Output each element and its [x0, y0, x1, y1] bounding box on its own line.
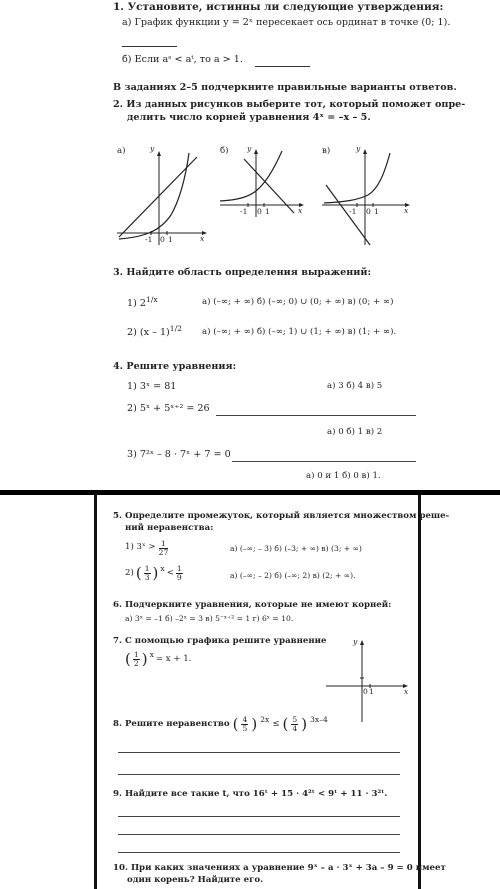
task5-ineq2: [125, 565, 183, 582]
task5-ineq2-fraction: [144, 565, 151, 581]
task5-ineq2-relation: <: [166, 567, 174, 578]
task9-answer-line-2[interactable]: [118, 834, 400, 835]
task3-options1[interactable]: а) (–∞; + ∞) б) (–∞; 0) ∪ (0; + ∞) в) (0; + ∞): [202, 297, 394, 307]
graph-c-tick-0: 0: [366, 207, 371, 216]
page-right-border: [418, 495, 421, 889]
task4-eq2: 2) 5ˣ + 5ˣ⁺² = 26: [127, 403, 210, 414]
task4-options1[interactable]: а) 3 б) 4 в) 5: [327, 381, 383, 391]
task3-expr2: [127, 325, 182, 339]
task5-title-line1: 5. Определите промежуток, который является множеством реше-: [113, 511, 450, 521]
graph-c-x-axis-label: x: [404, 206, 409, 215]
graph-b-label: б): [220, 146, 229, 156]
task10-title-line2: один корень? Найдите его.: [127, 875, 264, 885]
graph-b-x-axis-label: x: [298, 206, 303, 215]
task1-statement-a: а) График функции y = 2ˣ пересекает ось ординат в точке (0; 1).: [122, 17, 451, 28]
task9-answer-line-3[interactable]: [118, 852, 400, 853]
task5-ineq2-den: 3: [144, 572, 150, 582]
task8-left-exponent: 2x: [260, 715, 270, 724]
task3-expr1-exponent: 1/x: [146, 295, 158, 304]
open-paren: (: [135, 564, 142, 582]
task8-right-num: 5: [292, 715, 298, 725]
task5-options1[interactable]: а) (–∞; – 3) б) (–3; + ∞) в) (3; + ∞): [230, 544, 362, 553]
task4-options3[interactable]: а) 0 и 1 б) 0 в) 1.: [306, 471, 381, 481]
task5-ineq2-right-fraction: [176, 565, 183, 581]
task5-ineq1-fraction: [159, 540, 169, 556]
page-left-border: [94, 495, 97, 889]
task7-equation: [125, 651, 192, 668]
task3-expr1-base: 1) 2: [127, 298, 147, 310]
graph-c-tick-1: 1: [374, 207, 379, 216]
close-paren: ): [141, 650, 148, 668]
task4-eq3-work-line[interactable]: [232, 461, 416, 462]
task5-ineq2-rnum: 1: [176, 564, 182, 574]
task8-line: [113, 716, 328, 733]
page-divider: [0, 490, 500, 495]
task7-tick-0: 0: [363, 687, 368, 696]
task7-title: 7. С помощью графика решите уравнение: [113, 636, 327, 646]
task7-y-axis-label: y: [353, 637, 358, 646]
task2-title-line2: делить число корней уравнения 4ˣ = –x – 5.: [127, 112, 371, 123]
open-paren: (: [125, 650, 131, 668]
graph-a[interactable]: [115, 145, 210, 250]
graph-c-y-axis-label: y: [356, 144, 361, 153]
task3-expr2-exponent: 1/2: [169, 324, 183, 333]
task4-eq2-work-line[interactable]: [216, 415, 416, 416]
task5-ineq2-rden: 9: [176, 572, 182, 582]
task6-title: 6. Подчеркните уравнения, которые не имеют корней:: [113, 600, 392, 610]
task7-fraction: [133, 651, 140, 667]
task8-left-den: 5: [242, 723, 248, 733]
task8-left-num: 4: [242, 715, 248, 725]
task3-title: 3. Найдите область определения выражений:: [113, 267, 372, 278]
close-paren: ): [152, 564, 159, 582]
task7-axes[interactable]: [324, 636, 414, 726]
task5-ineq1-den: 27: [158, 547, 169, 557]
graph-a-tick-0: 0: [160, 235, 165, 244]
task4-eq3: 3) 7²ˣ – 8 · 7ˣ + 7 = 0: [127, 449, 231, 460]
graph-a-tick-minus1: -1: [145, 235, 153, 244]
task4-eq1: 1) 3ˣ = 81: [127, 381, 177, 392]
task7-rest: = x + 1.: [155, 653, 192, 664]
task8-right-den: 4: [292, 723, 298, 733]
task5-ineq1: [125, 540, 168, 556]
task7-num: 1: [133, 650, 139, 660]
task8-answer-line-1[interactable]: [118, 752, 400, 753]
task5-ineq1-left: 1) 3ˣ >: [125, 542, 156, 553]
task3-options2[interactable]: а) (–∞; + ∞) б) (–∞; 1) ∪ (1; + ∞) в) (1; + ∞).: [202, 327, 397, 337]
task6-options[interactable]: а) 3ˣ = –1 б) –2ˣ = 3 в) 5⁻ˣ⁺² = 1 г) 6ˣ = 10.: [125, 614, 294, 623]
graph-c[interactable]: [320, 145, 415, 250]
task5-ineq2-prefix: 2): [125, 567, 134, 578]
task5-title-line2: ний неравенства:: [125, 523, 214, 533]
graph-c-tick-minus1: -1: [349, 207, 357, 216]
task7-den: 2: [133, 658, 139, 668]
graph-b-plot: [218, 145, 308, 230]
task3-expr1: [127, 296, 158, 310]
graph-b-tick-1: 1: [265, 207, 270, 216]
task7-exponent: x: [149, 650, 154, 659]
task7-x-axis-label: x: [404, 687, 409, 696]
task1-title: 1. Установите, истинны ли следующие утверждения:: [113, 1, 444, 13]
graph-a-x-axis-label: x: [200, 234, 205, 243]
graph-b-tick-0: 0: [257, 207, 262, 216]
task7-axes-plot: [324, 636, 414, 726]
task8-right-fraction: [291, 716, 298, 732]
task1-answer-a-blank[interactable]: [122, 46, 177, 47]
task1-statement-b: б) Если aˢ < aᵗ, то a > 1.: [122, 54, 243, 65]
graph-b[interactable]: [218, 145, 308, 230]
task7-tick-1: 1: [369, 687, 374, 696]
task5-ineq2-exponent: x: [160, 564, 165, 573]
instruction-text: В заданиях 2–5 подчеркните правильные варианты ответов.: [113, 82, 457, 93]
task1-answer-b-blank[interactable]: [255, 66, 310, 67]
open-paren: (: [232, 715, 239, 733]
graph-c-label: в): [322, 146, 331, 156]
graph-a-label: а): [117, 146, 126, 156]
task8-title: 8. Решите неравенство: [113, 718, 230, 729]
close-paren: ): [251, 715, 258, 733]
task4-title: 4. Решите уравнения:: [113, 361, 237, 372]
open-paren: (: [282, 715, 289, 733]
task2-title-line1: 2. Из данных рисунков выберите тот, который поможет опре-: [113, 99, 466, 110]
task8-relation: ≤: [272, 718, 280, 729]
graph-c-plot: [320, 145, 415, 250]
task5-ineq1-num: 1: [159, 540, 169, 549]
task9-title: 9. Найдите все такие t, что 16ᵗ + 15 · 4²ᵗ < 9ᵗ + 11 · 3²ᵗ.: [113, 789, 388, 799]
task4-options2[interactable]: а) 0 б) 1 в) 2: [327, 427, 383, 437]
graph-b-y-axis-label: y: [247, 144, 252, 153]
graph-a-tick-1: 1: [168, 235, 173, 244]
task5-ineq2-num: 1: [144, 564, 150, 574]
close-paren: ): [301, 715, 308, 733]
task10-title-line1: 10. При каких значениях a уравнение 9ˣ – a · 3ˣ + 3a – 9 = 0 имеет: [113, 863, 446, 873]
graph-a-y-axis-label: y: [150, 144, 155, 153]
task9-answer-line-1[interactable]: [118, 816, 400, 817]
task8-left-fraction: [241, 716, 248, 732]
task5-options2[interactable]: а) (–∞; – 2) б) (–∞; 2) в) (2; + ∞).: [230, 571, 356, 580]
graph-b-tick-minus1: -1: [240, 207, 248, 216]
task8-answer-line-2[interactable]: [118, 774, 400, 775]
task3-expr2-base: 2) (x – 1): [127, 327, 170, 339]
task8-right-exponent: 3x–4: [310, 715, 328, 724]
